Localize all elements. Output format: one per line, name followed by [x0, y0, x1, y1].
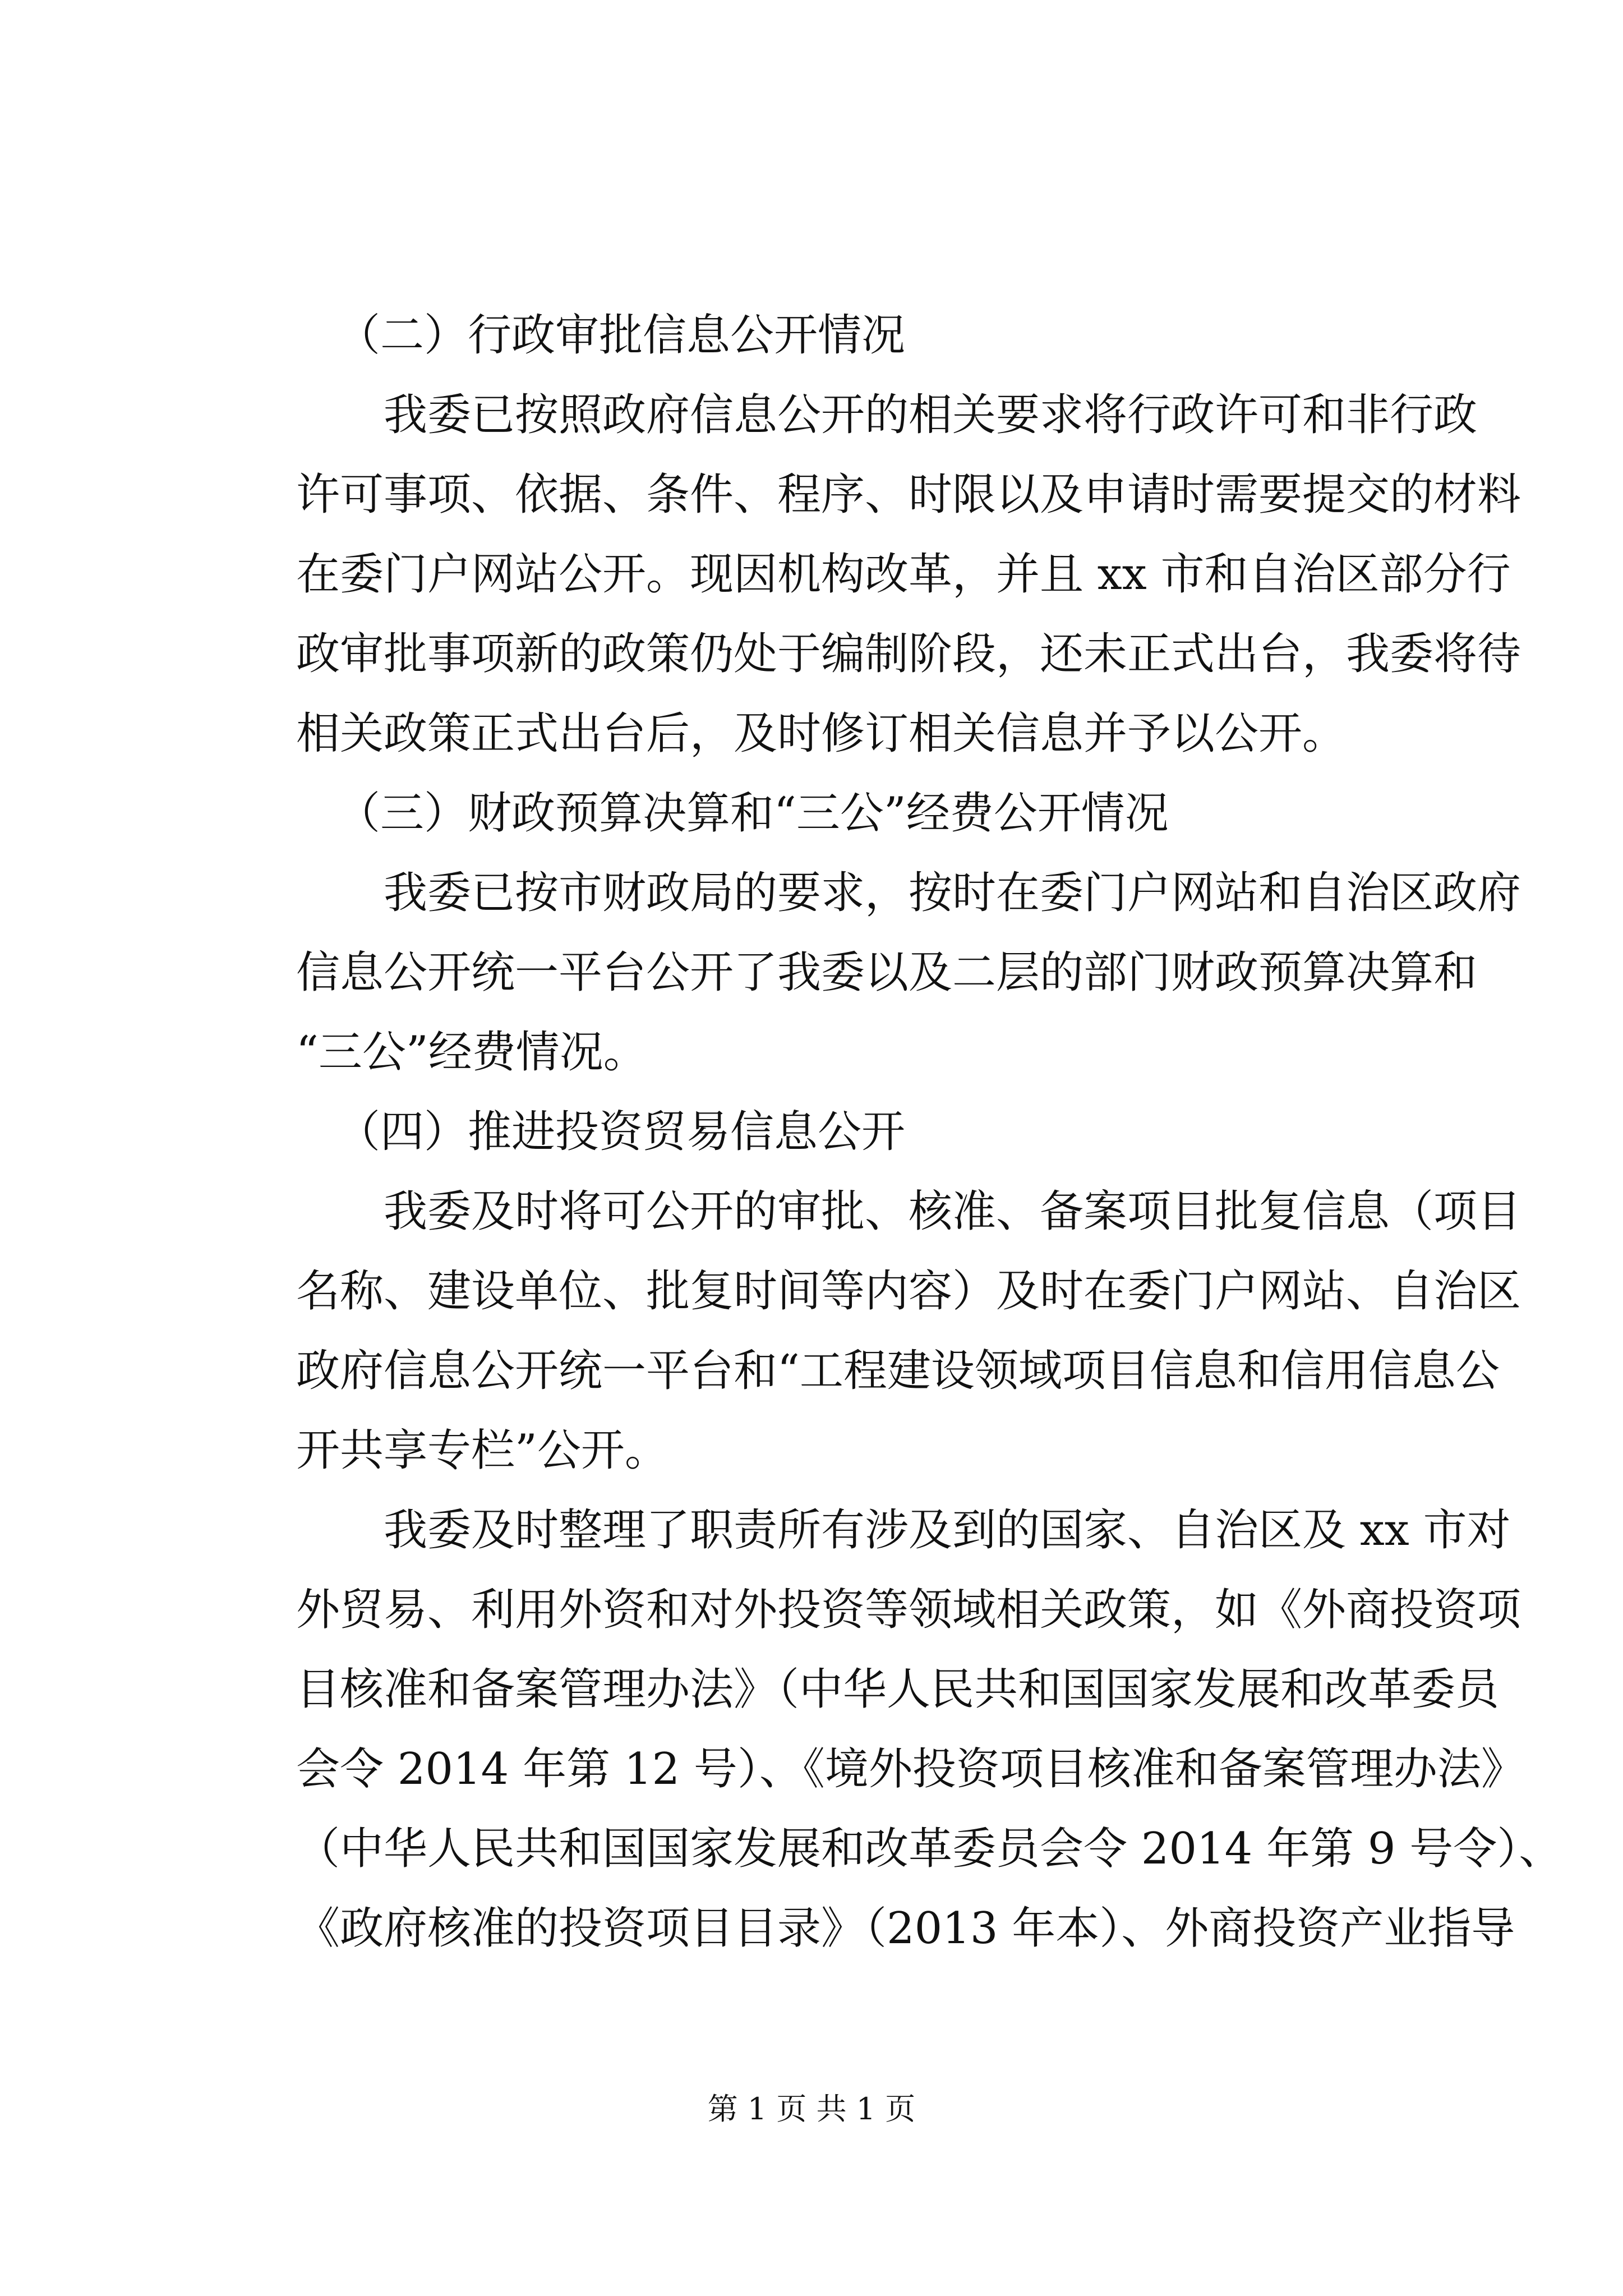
paragraph-line: 我委已按市财政局的要求，按时在委门户网站和自治区政府: [384, 868, 1521, 918]
paragraph-line: 外贸易、利用外资和对外投资等领域相关政策，如《外商投资项: [296, 1585, 1521, 1635]
paragraph-line: 《政府核准的投资项目目录》（2013 年本）、外商投资产业指导: [296, 1903, 1515, 1954]
paragraph-line: 我委已按照政府信息公开的相关要求将行政许可和非行政: [384, 390, 1478, 440]
paragraph-line: 开共享专栏”公开。: [296, 1425, 668, 1476]
paragraph-line: 目核准和备案管理办法》（中华人民共和国国家发展和改革委员: [296, 1664, 1500, 1715]
paragraph-line: 我委及时整理了职责所有涉及到的国家、自治区及 xx 市对: [384, 1505, 1511, 1556]
paragraph-line: 名称、建设单位、批复时间等内容）及时在委门户网站、自治区: [296, 1266, 1521, 1317]
paragraph-line: 信息公开统一平台公开了我委以及二层的部门财政预算决算和: [296, 947, 1478, 998]
paragraph-line: 相关政策正式出台后，及时修订相关信息并予以公开。: [296, 708, 1347, 759]
paragraph-line: 许可事项、依据、条件、程序、时限以及申请时需要提交的材料: [296, 470, 1521, 520]
paragraph-line: “三公”经费情况。: [296, 1027, 647, 1078]
paragraph-line: 在委门户网站公开。现因机构改革，并且 xx 市和自治区部分行: [296, 549, 1511, 600]
section-heading-3: （三）财政预算决算和“三公”经费公开情况: [336, 788, 1169, 839]
paragraph-line: 政审批事项新的政策仍处于编制阶段，还未正式出台，我委将待: [296, 629, 1521, 679]
paragraph-line: 政府信息公开统一平台和“工程建设领域项目信息和信用信息公: [296, 1346, 1500, 1396]
page-footer: 第 1 页 共 1 页: [707, 2091, 916, 2127]
paragraph-line: 我委及时将可公开的审批、核准、备案项目批复信息（项目: [384, 1186, 1521, 1237]
paragraph-line: （中华人民共和国国家发展和改革委员会令 2014 年第 9 号令）、: [296, 1824, 1563, 1874]
section-heading-2: （二）行政审批信息公开情况: [336, 310, 906, 361]
paragraph-line: 会令 2014 年第 12 号）、《境外投资项目核准和备案管理办法》: [296, 1744, 1525, 1795]
section-heading-4: （四）推进投资贸易信息公开: [336, 1107, 906, 1157]
